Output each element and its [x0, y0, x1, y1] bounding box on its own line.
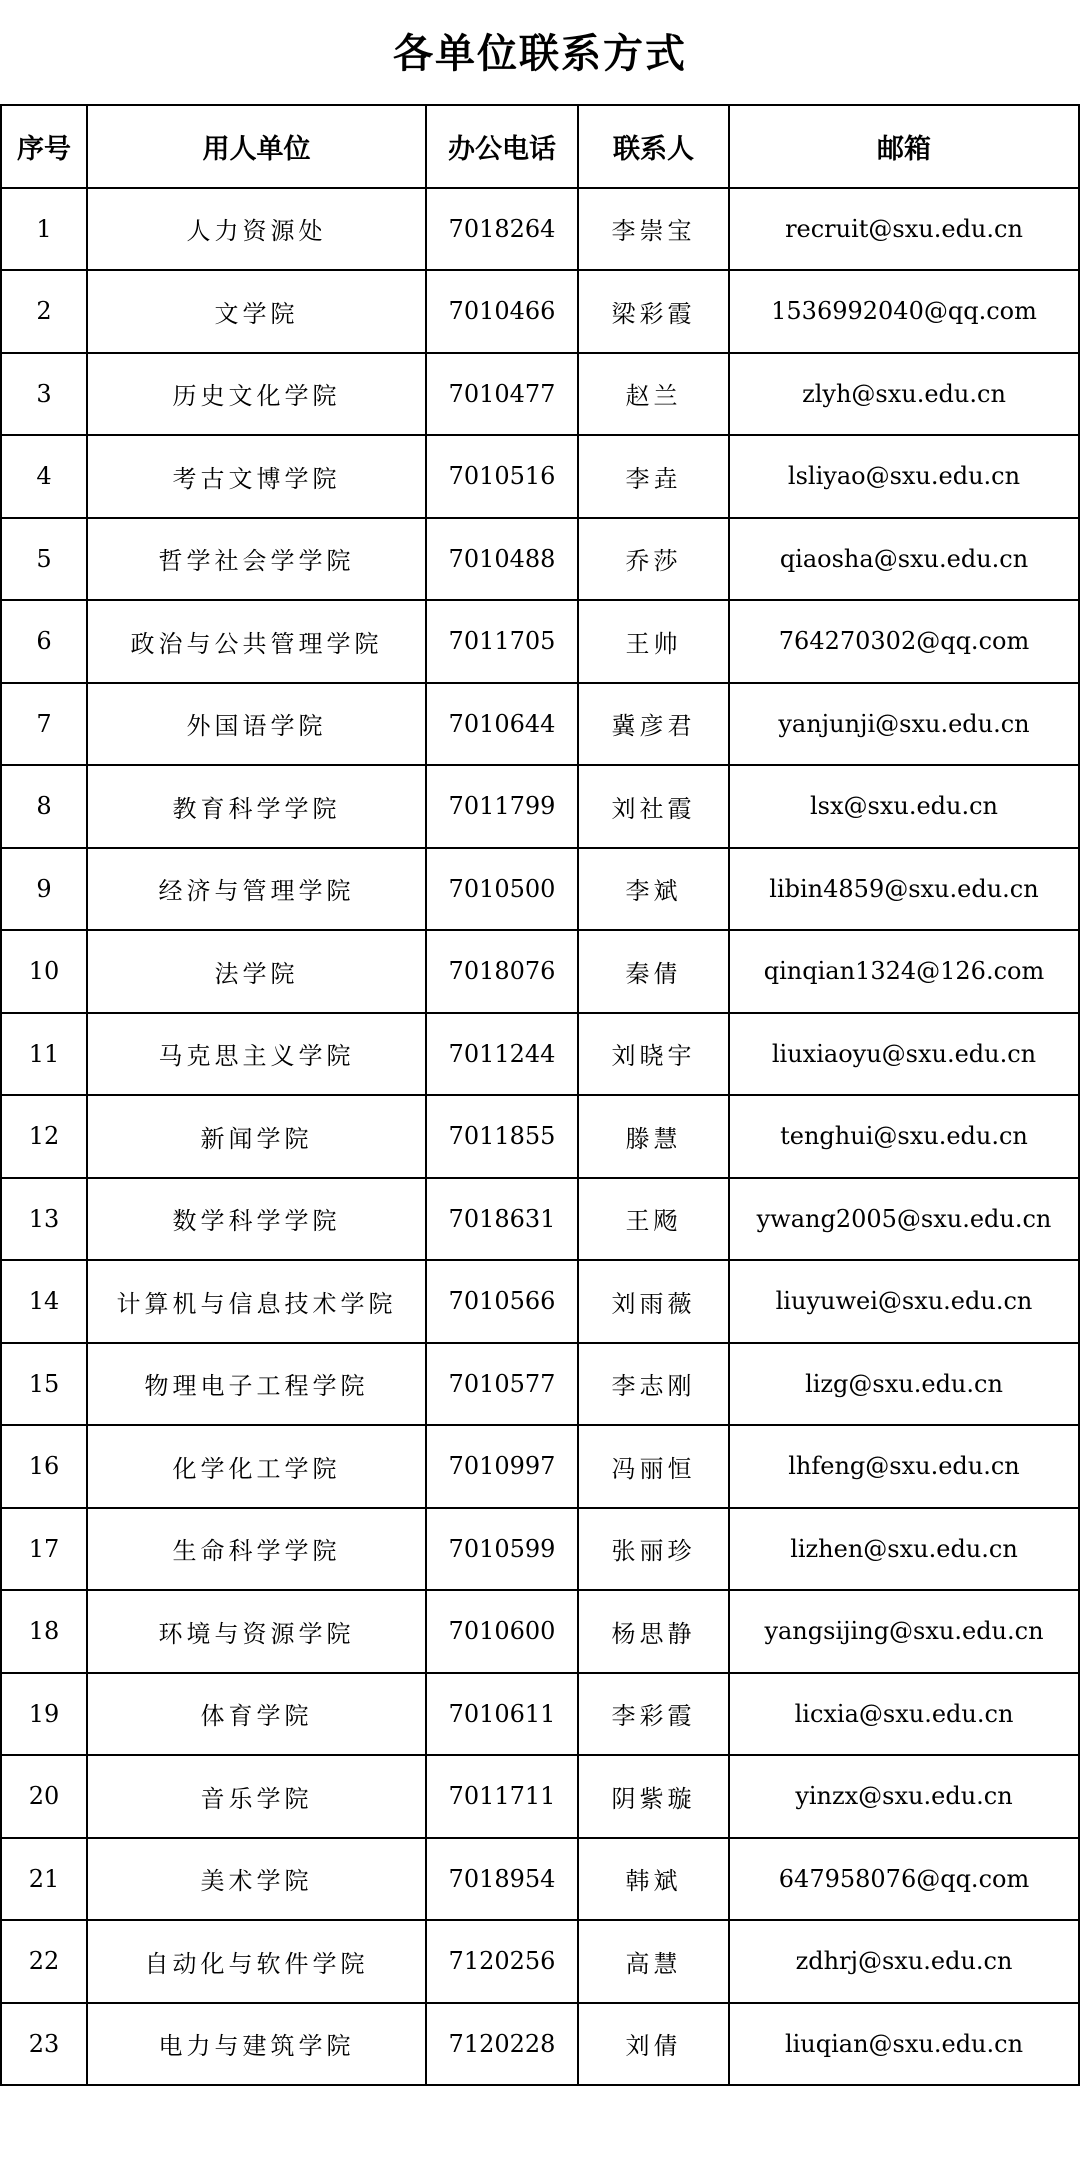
cell-unit: 马克思主义学院 [87, 1013, 426, 1096]
cell-index: 3 [1, 353, 87, 436]
cell-email: yinzx@sxu.edu.cn [729, 1755, 1079, 1838]
table-row [1, 1343, 1079, 1426]
cell-phone: 7010566 [426, 1260, 578, 1343]
cell-unit: 计算机与信息技术学院 [87, 1260, 426, 1343]
table-row [1, 188, 1079, 271]
cell-index: 19 [1, 1673, 87, 1756]
cell-unit: 自动化与软件学院 [87, 1920, 426, 2003]
table-row [1, 518, 1079, 601]
cell-email: licxia@sxu.edu.cn [729, 1673, 1079, 1756]
cell-phone: 7120256 [426, 1920, 578, 2003]
cell-email: libin4859@sxu.edu.cn [729, 848, 1079, 931]
cell-unit: 化学化工学院 [87, 1425, 426, 1508]
cell-phone: 7011244 [426, 1013, 578, 1096]
cell-contact: 滕慧 [578, 1095, 729, 1178]
page-title: 各单位联系方式 [393, 31, 687, 77]
header-contact: 联系人 [578, 105, 729, 188]
cell-index: 11 [1, 1013, 87, 1096]
cell-phone: 7010611 [426, 1673, 578, 1756]
cell-email: zdhrj@sxu.edu.cn [729, 1920, 1079, 2003]
cell-contact: 李垚 [578, 435, 729, 518]
cell-contact: 张丽珍 [578, 1508, 729, 1591]
cell-phone: 7010644 [426, 683, 578, 766]
cell-email: liuyuwei@sxu.edu.cn [729, 1260, 1079, 1343]
cell-contact: 赵兰 [578, 353, 729, 436]
cell-contact: 杨思静 [578, 1590, 729, 1673]
cell-phone: 7010997 [426, 1425, 578, 1508]
cell-phone: 7010466 [426, 270, 578, 353]
cell-index: 21 [1, 1838, 87, 1921]
cell-unit: 生命科学学院 [87, 1508, 426, 1591]
cell-unit: 数学科学学院 [87, 1178, 426, 1261]
cell-email: lsx@sxu.edu.cn [729, 765, 1079, 848]
cell-email: liuxiaoyu@sxu.edu.cn [729, 1013, 1079, 1096]
cell-index: 8 [1, 765, 87, 848]
cell-email: lizhen@sxu.edu.cn [729, 1508, 1079, 1591]
cell-unit: 考古文博学院 [87, 435, 426, 518]
table-row [1, 1838, 1079, 1921]
cell-index: 23 [1, 2003, 87, 2086]
cell-phone: 7011705 [426, 600, 578, 683]
table-row [1, 600, 1079, 683]
cell-index: 15 [1, 1343, 87, 1426]
cell-unit: 电力与建筑学院 [87, 2003, 426, 2086]
table-row [1, 765, 1079, 848]
cell-contact: 冯丽恒 [578, 1425, 729, 1508]
table-row [1, 683, 1079, 766]
cell-contact: 王飏 [578, 1178, 729, 1261]
cell-index: 22 [1, 1920, 87, 2003]
cell-email: recruit@sxu.edu.cn [729, 188, 1079, 271]
cell-email: 647958076@qq.com [729, 1838, 1079, 1921]
cell-index: 20 [1, 1755, 87, 1838]
cell-contact: 李志刚 [578, 1343, 729, 1426]
cell-unit: 环境与资源学院 [87, 1590, 426, 1673]
cell-phone: 7010500 [426, 848, 578, 931]
cell-phone: 7018631 [426, 1178, 578, 1261]
table-row [1, 1178, 1079, 1261]
cell-index: 12 [1, 1095, 87, 1178]
cell-unit: 新闻学院 [87, 1095, 426, 1178]
cell-unit: 教育科学学院 [87, 765, 426, 848]
cell-phone: 7011711 [426, 1755, 578, 1838]
table-row [1, 353, 1079, 436]
cell-unit: 哲学社会学学院 [87, 518, 426, 601]
cell-phone: 7010488 [426, 518, 578, 601]
table-row [1, 1590, 1079, 1673]
cell-contact: 李崇宝 [578, 188, 729, 271]
cell-contact: 乔莎 [578, 518, 729, 601]
cell-unit: 音乐学院 [87, 1755, 426, 1838]
cell-index: 1 [1, 188, 87, 271]
cell-contact: 阴紫璇 [578, 1755, 729, 1838]
cell-index: 6 [1, 600, 87, 683]
cell-email: tenghui@sxu.edu.cn [729, 1095, 1079, 1178]
cell-unit: 经济与管理学院 [87, 848, 426, 931]
table-row [1, 1095, 1079, 1178]
cell-email: liuqian@sxu.edu.cn [729, 2003, 1079, 2086]
table-row [1, 1013, 1079, 1096]
cell-unit: 美术学院 [87, 1838, 426, 1921]
table-row [1, 1755, 1079, 1838]
cell-index: 5 [1, 518, 87, 601]
cell-contact: 李彩霞 [578, 1673, 729, 1756]
table-row [1, 1508, 1079, 1591]
cell-phone: 7010577 [426, 1343, 578, 1426]
cell-unit: 物理电子工程学院 [87, 1343, 426, 1426]
cell-contact: 韩斌 [578, 1838, 729, 1921]
cell-contact: 刘雨薇 [578, 1260, 729, 1343]
cell-index: 13 [1, 1178, 87, 1261]
cell-phone: 7011855 [426, 1095, 578, 1178]
table-row [1, 270, 1079, 353]
cell-phone: 7018264 [426, 188, 578, 271]
cell-contact: 刘倩 [578, 2003, 729, 2086]
cell-email: zlyh@sxu.edu.cn [729, 353, 1079, 436]
cell-index: 17 [1, 1508, 87, 1591]
cell-unit: 法学院 [87, 930, 426, 1013]
contact-table [0, 104, 1080, 2086]
cell-email: lsliyao@sxu.edu.cn [729, 435, 1079, 518]
cell-email: 764270302@qq.com [729, 600, 1079, 683]
cell-email: 1536992040@qq.com [729, 270, 1079, 353]
table-row [1, 1920, 1079, 2003]
cell-unit: 外国语学院 [87, 683, 426, 766]
cell-email: ywang2005@sxu.edu.cn [729, 1178, 1079, 1261]
cell-phone: 7018954 [426, 1838, 578, 1921]
cell-unit: 文学院 [87, 270, 426, 353]
table-row [1, 1673, 1079, 1756]
cell-contact: 李斌 [578, 848, 729, 931]
cell-unit: 人力资源处 [87, 188, 426, 271]
cell-contact: 刘社霞 [578, 765, 729, 848]
table-header-row [1, 105, 1079, 188]
table-body [1, 188, 1079, 2086]
cell-email: qiaosha@sxu.edu.cn [729, 518, 1079, 601]
cell-phone: 7010477 [426, 353, 578, 436]
cell-contact: 高慧 [578, 1920, 729, 2003]
cell-index: 10 [1, 930, 87, 1013]
cell-index: 18 [1, 1590, 87, 1673]
cell-unit: 体育学院 [87, 1673, 426, 1756]
cell-index: 16 [1, 1425, 87, 1508]
header-phone: 办公电话 [426, 105, 578, 188]
cell-index: 9 [1, 848, 87, 931]
cell-unit: 政治与公共管理学院 [87, 600, 426, 683]
cell-email: yanjunji@sxu.edu.cn [729, 683, 1079, 766]
cell-index: 7 [1, 683, 87, 766]
cell-email: lizg@sxu.edu.cn [729, 1343, 1079, 1426]
cell-contact: 梁彩霞 [578, 270, 729, 353]
cell-contact: 王帅 [578, 600, 729, 683]
table-row [1, 435, 1079, 518]
table-row [1, 2003, 1079, 2086]
table-row [1, 848, 1079, 931]
cell-phone: 7120228 [426, 2003, 578, 2086]
cell-contact: 秦倩 [578, 930, 729, 1013]
table-row [1, 1425, 1079, 1508]
cell-email: lhfeng@sxu.edu.cn [729, 1425, 1079, 1508]
cell-contact: 刘晓宇 [578, 1013, 729, 1096]
cell-index: 14 [1, 1260, 87, 1343]
cell-phone: 7010599 [426, 1508, 578, 1591]
table-row [1, 930, 1079, 1013]
cell-index: 2 [1, 270, 87, 353]
cell-unit: 历史文化学院 [87, 353, 426, 436]
header-index: 序号 [1, 105, 87, 188]
cell-phone: 7011799 [426, 765, 578, 848]
cell-phone: 7010600 [426, 1590, 578, 1673]
cell-index: 4 [1, 435, 87, 518]
header-unit: 用人单位 [87, 105, 426, 188]
cell-contact: 冀彦君 [578, 683, 729, 766]
header-email: 邮箱 [729, 105, 1079, 188]
cell-email: qinqian1324@126.com [729, 930, 1079, 1013]
cell-email: yangsijing@sxu.edu.cn [729, 1590, 1079, 1673]
table-row [1, 1260, 1079, 1343]
cell-phone: 7010516 [426, 435, 578, 518]
cell-phone: 7018076 [426, 930, 578, 1013]
